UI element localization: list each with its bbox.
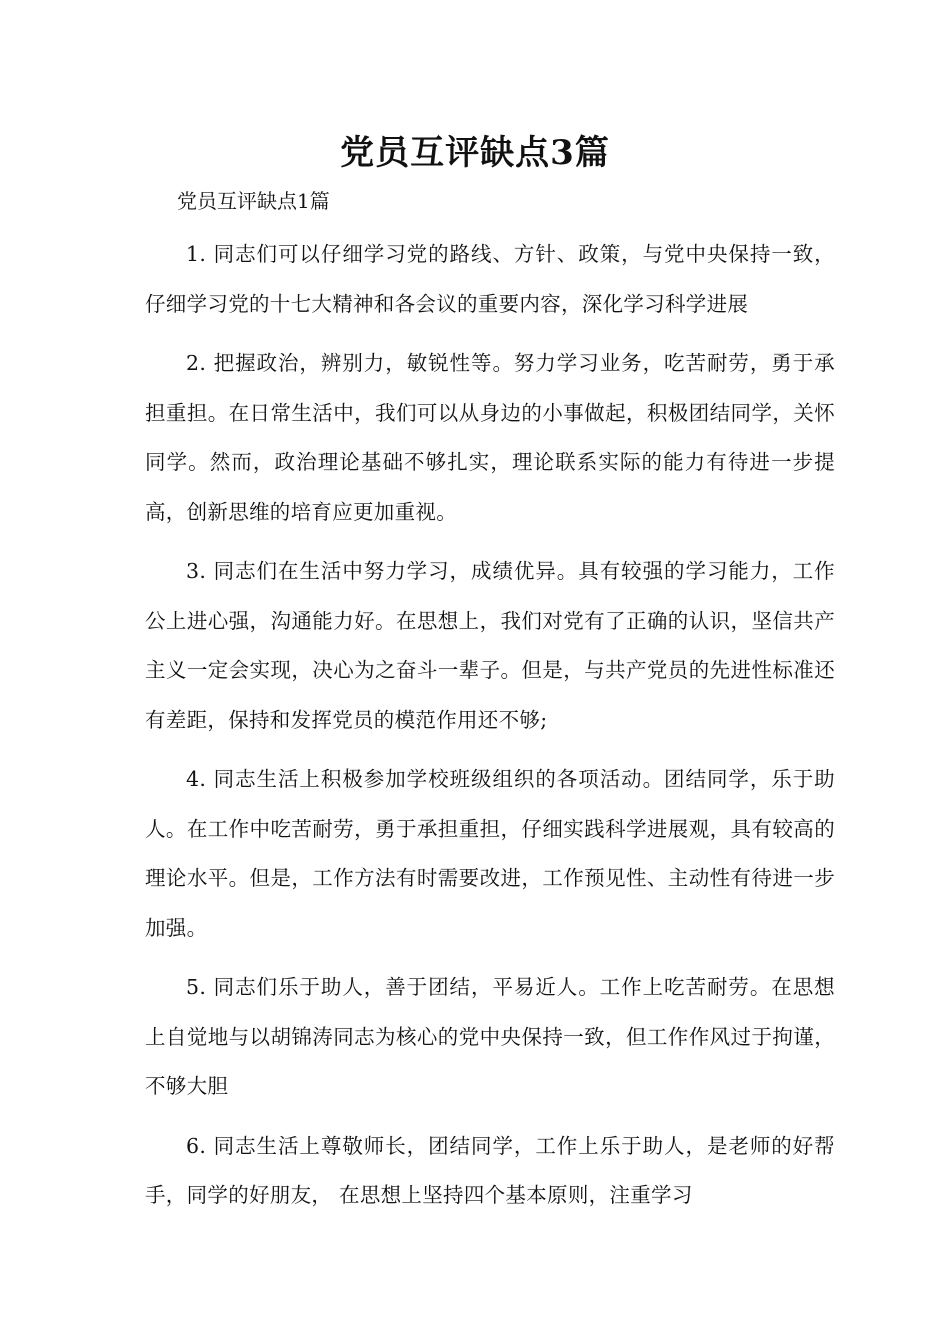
paragraph-2: 2. 把握政治，辨别力，敏锐性等。努力学习业务，吃苦耐劳，勇于承担重担。在日常生活中，我们可以从身边的小事做起，积极团结同学，关怀同学。然而，政治理论基础不够扎实，理论联系实际的能力有待进一步提高，创新思维的培育应更加重视。 <box>145 351 835 524</box>
paragraph-6: 6. 同志生活上尊敬师长，团结同学，工作上乐于助人，是老师的好帮手，同学的好朋友， 在思想上坚持四个基本原则，注重学习 <box>145 1133 835 1207</box>
paragraph-5: 5. 同志们乐于助人，善于团结，平易近人。工作上吃苦耐劳。在思想上自觉地与以胡锦涛同志为核心的党中央保持一致，但工作作风过于拘谨，不够大胆 <box>145 975 835 1098</box>
paragraph-4: 4. 同志生活上积极参加学校班级组织的各项活动。团结同学，乐于助人。在工作中吃苦耐劳，勇于承担重担，仔细实践科学进展观，具有较高的理论水平。但是，工作方法有时需要改进，工作预见性、主动性有待进一步加强。 <box>145 767 835 940</box>
paragraph-1: 1. 同志们可以仔细学习党的路线、方针、政策，与党中央保持一致，仔细学习党的十七大精神和各会议的重要内容，深化学习科学进展 <box>145 242 835 316</box>
document-title: 党员互评缺点3篇 <box>340 133 610 173</box>
section-subtitle: 党员互评缺点1篇 <box>177 189 330 213</box>
paragraph-3: 3. 同志们在生活中努力学习，成绩优异。具有较强的学习能力，工作公上进心强，沟通能力好。在思想上，我们对党有了正确的认识，坚信共产主义一定会实现，决心为之奋斗一辈子。但是，与共产党员的先进性标准还有差距，保持和发挥党员的模范作用还不够; <box>145 559 835 732</box>
document-body <box>145 230 835 1231</box>
